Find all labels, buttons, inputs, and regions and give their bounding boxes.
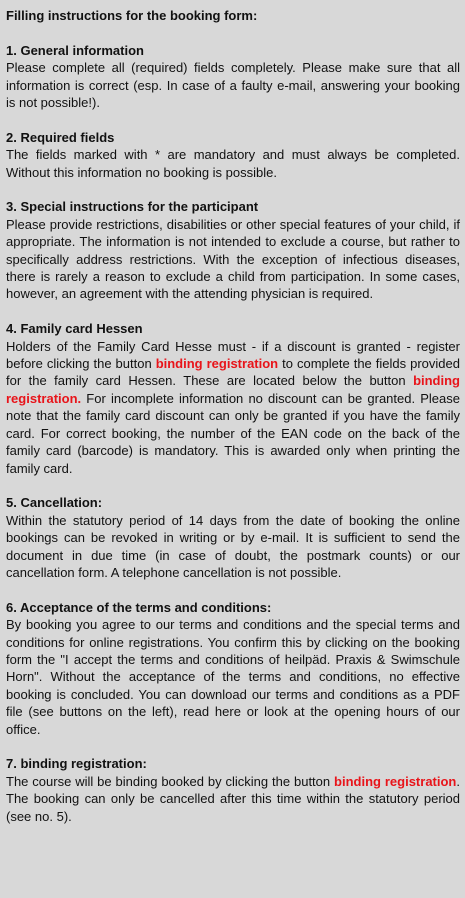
section-general-information	[6, 42, 460, 112]
page-title: Filling instructions for the booking form:	[6, 8, 258, 23]
section-text	[6, 773, 460, 825]
section-heading: 4. Family card Hessen	[6, 321, 143, 337]
text-segment: . The booking can only be cancelled after this time within the statutory period (see no. 5).	[6, 773, 460, 824]
binding-registration-highlight: binding registration.	[6, 373, 460, 406]
section-cancellation	[6, 494, 460, 581]
section-text	[6, 338, 460, 477]
binding-registration-highlight: binding registration	[334, 773, 457, 789]
section-heading: 1. General information	[6, 42, 144, 58]
section-family-card-hessen	[6, 320, 460, 477]
section-required-fields	[6, 129, 460, 181]
section-text: Within the statutory period of 14 days from the date of booking the online bookings can be revoked in writing or by e-mail. It is sufficient to send the document in due time (in case of doubt, the postmark counts) or our cancellation form. A telephone cancellation is not possible.	[6, 512, 460, 580]
section-binding-registration	[6, 755, 460, 825]
text-segment: Holders of the Family Card Hesse must - if a discount is granted - register before clicking the button	[6, 338, 460, 372]
binding-registration-highlight: binding registration	[155, 356, 279, 372]
section-text: The fields marked with * are mandatory and must always be completed. Without this information no booking is possible.	[6, 147, 460, 180]
section-heading: 6. Acceptance of the terms and conditions:	[6, 599, 272, 615]
section-text: By booking you agree to our terms and conditions and the special terms and conditions for online registrations. You confirm this by clicking on the booking form the "I accept the terms and conditions of heilpäd. Praxis & Swimschule Horn". Without the acceptance of the terms and conditions, no effective booking is concluded. You can download our terms and conditions as a PDF file (see buttons on the left), read here or look at the opening hours of our office.	[6, 617, 460, 737]
section-heading: 5. Cancellation:	[6, 495, 103, 511]
text-segment: to complete the fields provided for the family card Hessen. These are located below the button	[6, 356, 460, 389]
section-special-instructions	[6, 198, 460, 302]
text-segment: The course will be binding booked by clicking the button	[6, 773, 335, 789]
section-heading: 2. Required fields	[6, 129, 115, 145]
section-text: Please complete all (required) fields completely. Please make sure that all information is correct (esp. In case of a faulty e-mail, answering your booking is not possible!).	[6, 60, 460, 111]
section-terms-acceptance	[6, 599, 460, 738]
section-heading: 3. Special instructions for the participant	[6, 199, 259, 215]
text-segment: For incomplete information no discount can be granted. Please note that the family card discount can only be granted if you have the family card. For correct booking, the number of the EAN code on the back of the family card (barcode) is mandatory. This is awarded only when printing the family card.	[6, 390, 460, 476]
section-heading: 7. binding registration:	[6, 756, 147, 772]
section-text: Please provide restrictions, disabilities or other special features of your child, if appropriate. The information is not intended to exclude a course, but rather to specifically address restrictions. With the exception of infectious diseases, there is rarely a reason to exclude a child from participation. In some cases, however, an agreement with the attending physician is required.	[6, 216, 460, 302]
